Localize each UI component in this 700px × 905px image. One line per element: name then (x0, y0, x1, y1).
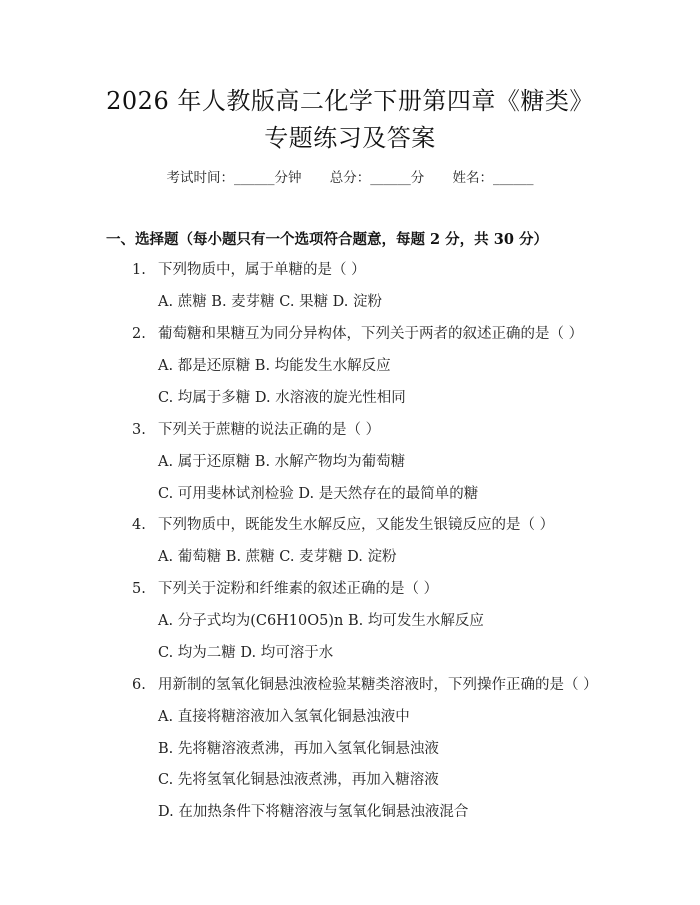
question-4 (132, 514, 554, 536)
question-number: 5. (132, 581, 146, 597)
question-5-options-c: C. 均为二糖 D. 均可溶于水 (158, 645, 334, 661)
question-number: 2. (132, 326, 146, 342)
question-number: 1. (132, 262, 146, 278)
question-number: 3. (132, 422, 146, 438)
question-1 (132, 259, 366, 281)
question-5-options-a: A. 分子式均为(C6H10O5)n B. 均可发生水解反应 (158, 613, 484, 629)
question-number: 6. (132, 677, 146, 693)
question-4-options: A. 葡萄糖 B. 蔗糖 C. 麦芽糖 D. 淀粉 (158, 549, 397, 565)
question-3-options-c: C. 可用斐林试剂检验 D. 是天然存在的最简单的糖 (158, 486, 479, 502)
question-text: 葡萄糖和果糖互为同分异构体，下列关于两者的叙述正确的是（ ） (158, 326, 584, 342)
total-score-field: 总分：______分 (329, 170, 425, 186)
question-6-option-b: B. 先将糖溶液煮沸，再加入氢氧化铜悬浊液 (158, 741, 439, 757)
question-1-options: A. 蔗糖 B. 麦芽糖 C. 果糖 D. 淀粉 (158, 294, 383, 310)
question-text: 下列物质中，既能发生水解反应，又能发生银镜反应的是（ ） (158, 517, 555, 533)
question-text: 下列物质中，属于单糖的是（ ） (158, 262, 366, 278)
question-3 (132, 419, 380, 441)
question-6 (132, 674, 598, 696)
question-3-options-a: A. 属于还原糖 B. 水解产物均为葡萄糖 (158, 454, 406, 470)
question-text: 下列关于淀粉和纤维素的叙述正确的是（ ） (158, 581, 439, 597)
question-text: 用新制的氢氧化铜悬浊液检验某糖类溶液时，下列操作正确的是（ ） (158, 677, 598, 693)
question-number: 4. (132, 517, 146, 533)
exam-meta (0, 168, 700, 188)
section-heading: 一、选择题（每小题只有一个选项符合题意，每题 2 分，共 30 分） (106, 231, 548, 248)
question-2-options-c: C. 均属于多糖 D. 水溶液的旋光性相同 (158, 390, 406, 406)
question-2 (132, 323, 583, 345)
question-6-option-d: D. 在加热条件下将糖溶液与氢氧化铜悬浊液混合 (158, 804, 469, 820)
question-2-options-a: A. 都是还原糖 B. 均能发生水解反应 (158, 358, 391, 374)
document-title-line2: 专题练习及答案 (264, 124, 436, 152)
question-text: 下列关于蔗糖的说法正确的是（ ） (158, 422, 381, 438)
question-6-option-c: C. 先将氢氧化铜悬浊液煮沸，再加入糖溶液 (158, 772, 439, 788)
exam-time-field: 考试时间：______分钟 (166, 170, 302, 186)
student-name-field: 姓名：______ (452, 170, 534, 186)
question-6-option-a: A. 直接将糖溶液加入氢氧化铜悬浊液中 (158, 709, 410, 725)
document-title-line1: 2026 年人教版高二化学下册第四章《糖类》 (106, 87, 594, 115)
question-5 (132, 578, 438, 600)
